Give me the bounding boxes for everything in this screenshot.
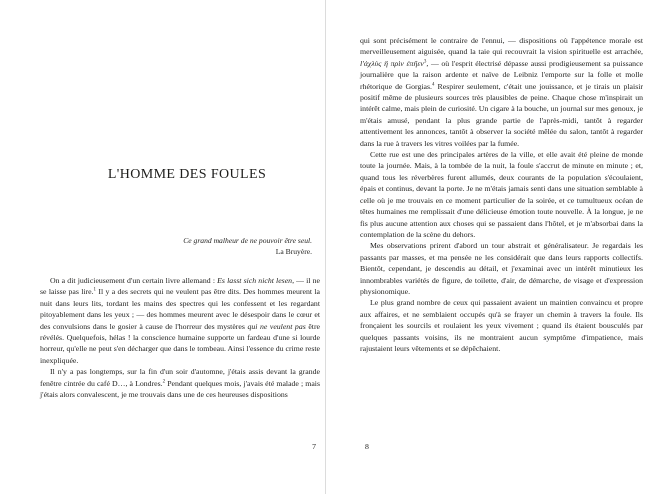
greek-quote: l'ἀχλὺς ἣ πρὶν ἐπῆεν [360, 58, 424, 68]
footnote-ref[interactable]: 2 [162, 379, 166, 385]
epigraph [92, 235, 312, 258]
epigraph-quote: Ce grand malheur de ne pouvoir être seul. [183, 236, 312, 245]
left-page-body [40, 275, 320, 400]
right-page-body [360, 35, 643, 354]
right-page [326, 0, 652, 494]
german-quote: Es lasst sich nicht lesen [217, 276, 293, 285]
left-page [0, 0, 325, 494]
paragraph: qui sont précisément le contraire de l'ennui, — dispositions où l'appétence morale est merveilleusement aiguisée, quand la taie qui recouvrait la vision spirituelle est arrachée, l'ἀχλὺς ἣ πρὶν ἐπῆεν$^3$, — où l'esprit électrisé dépasse aussi prodigieusement sa puissance journalière que la raison ardente et naïve de Leibniz l'emporte sur la folle et molle rhétorique de Gorgias.$^4$ Respirer seulement, c'était une jouissance, et je tirais un plaisir positif même de plusieurs sources très plausibles de peine. Chaque chose m'inspirait un intérêt calme, mais plein de curiosité. Un cigare à la bouche, un journal sur mes genoux, je m'étais amusé, pendant la plus grande partie de l'après-midi, tantôt à regarder attentivement les annonces, tantôt à observer la société mêlée du salon, tantôt à regarder dans la rue à travers les vitres voilées par la fumée. [360, 36, 643, 148]
page-number: 7 [312, 442, 316, 451]
paragraph: Il n'y a pas longtemps, sur la fin d'un soir d'automne, j'étais assis devant la grande fenêtre cintrée du café D…, à Londres.$^2$ Pendant quelques mois, j'avais été malade ; mais j'étais alors convalescent, je me trouvais dans une de ces heureuses dispositions [40, 367, 321, 400]
footnote-ref[interactable]: 4 [431, 82, 435, 88]
page-number: 8 [365, 442, 369, 451]
chapter-title: L'HOMME DES FOULES [107, 167, 267, 182]
footnote-ref[interactable]: 1 [93, 287, 97, 293]
paragraph: Cette rue est une des principales artères de la ville, et elle avait été pleine de monde toute la journée. Mais, à la tombée de la nuit, la foule s'accrut de minute en minute ; et, quand tous les réverbères furent allumés, deux courants de la population s'écoulaient, épais et continus, devant la porte. Je ne m'étais jamais senti dans une situation semblable à celle où je me trouvais en ce moment particulier de la soirée, et ce tumultueux océan de têtes humaines me remplissait d'une délicieuse émotion toute nouvelle. À la longue, je ne fis plus aucune attention aux choses qui se passaient dans l'hôtel, et je m'absorbai dans la contemplation de la scène du dehors. [360, 150, 643, 239]
paragraph: Le plus grand nombre de ceux qui passaient avaient un maintien convaincu et propre aux affaires, et ne semblaient occupés qu'à se frayer un chemin à travers la foule. Ils fronçaient les sourcils et roulaient les yeux vivement ; quand ils étaient bousculés par quelques passants voisins, ils ne montraient aucun symptôme d'impatience, mais rajustaient leurs vêtements et se dépêchaient. [360, 298, 643, 353]
footnote-ref[interactable]: 3 [423, 59, 427, 65]
epigraph-author: La Bruyère. [275, 247, 312, 257]
paragraph: Mes observations prirent d'abord un tour abstrait et généralisateur. Je regardais les passants par masses, et ma pensée ne les considérait que dans leurs rapports collectifs. Bientôt, cependant, je descendis au détail, et j'examinai avec un intérêt minutieux les innombrables variétés de figure, de toilette, d'air, de démarche, de visage et d'expression physionomique. [360, 241, 643, 296]
emphasis: qui ne veulent pas [247, 321, 306, 331]
paragraph: On a dit judicieusement d'un certain livre allemand : Es lasst sich nicht lesen, — il ne se laisse pas lire.$^1$ Il y a des secrets qui ne veulent pas être dits. Des hommes meurent la nuit dans leurs lits, tordant les mains des spectres qui les confessent et les regardant pitoyablement dans les yeux ; — des hommes meurent avec le désespoir dans le cœur et des convulsions dans le gosier à cause de l'horreur des mystères qui ne veulent pas être révélés. Quelquefois, hélas ! la conscience humaine supporte un fardeau d'une si lourde horreur, qu'elle ne peut s'en décharger que dans le tombeau. Ainsi l'essence du crime reste inexpliquée. [40, 276, 320, 365]
